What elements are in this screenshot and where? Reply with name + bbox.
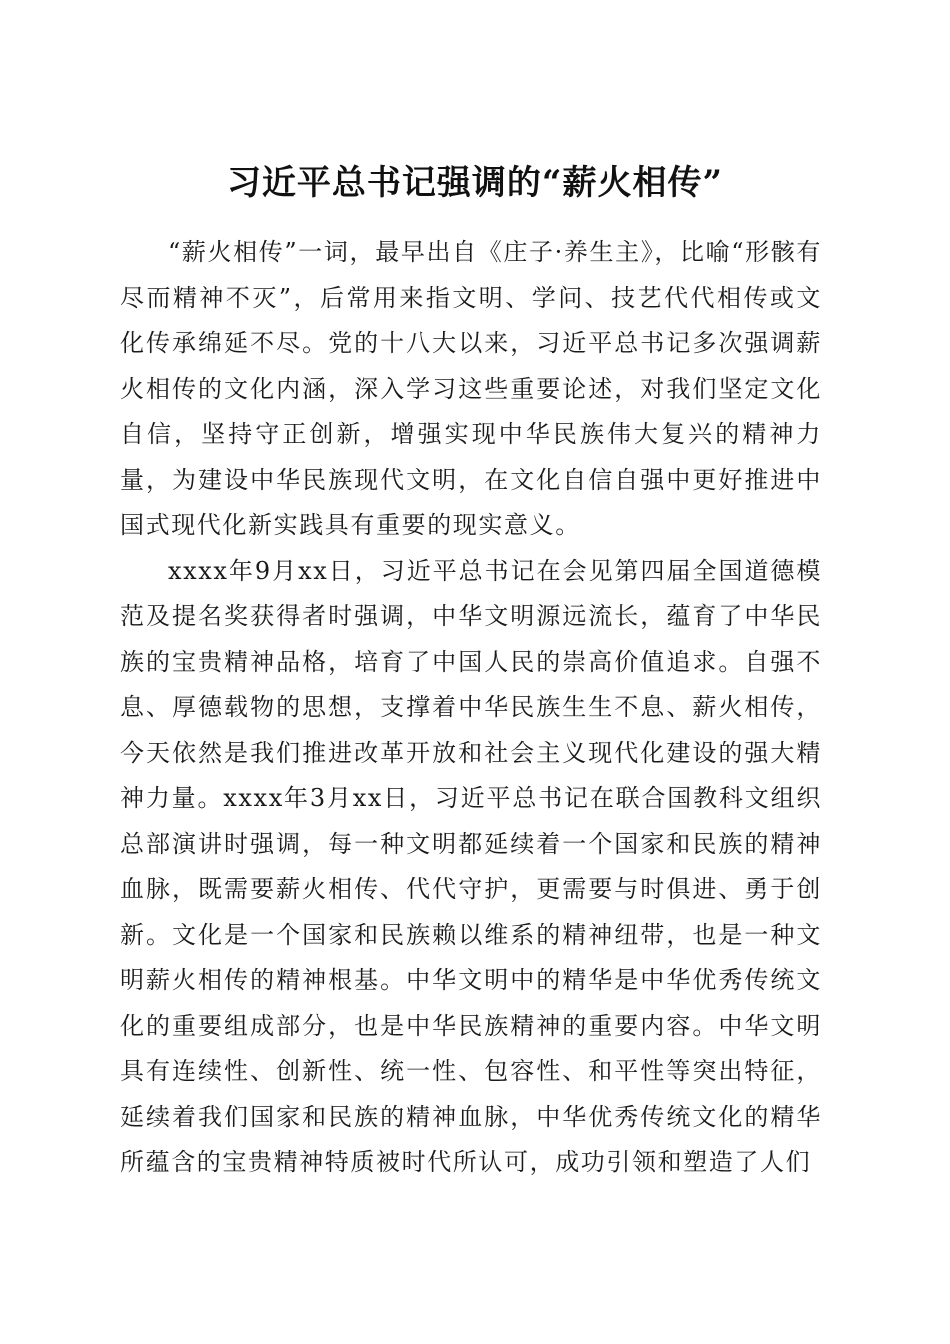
document-body (120, 230, 822, 1186)
page-title: 习近平总书记强调的“薪火相传” (226, 162, 724, 203)
paragraph-1: “薪火相传”一词，最早出自《庄子·养生主》，比喻“形骸有尽而精神不灭”，后常用来指文明、学问、技艺代代相传或文化传承绵延不尽。党的十八大以来，习近平总书记多次强调薪火相传的文化内涵，深入学习这些重要论述，对我们坚定文化自信，坚持守正创新，增强实现中华民族伟大复兴的精神力量，为建设中华民族现代文明，在文化自信自强中更好推进中国式现代化新实践具有重要的现实意义。 (120, 238, 822, 539)
paragraph-2: xxxx年9月xx日，习近平总书记在会见第四届全国道德模范及提名奖获得者时强调，中华文明源远流长，蕴育了中华民族的宝贵精神品格，培育了中国人民的崇高价值追求。自强不息、厚德载物的思想，支撑着中华民族生生不息、薪火相传，今天依然是我们推进改革开放和社会主义现代化建设的强大精神力量。xxxx年3月xx日，习近平总书记在联合国教科文组织总部演讲时强调，每一种文明都延续着一个国家和民族的精神血脉，既需要薪火相传、代代守护，更需要与时俱进、勇于创新。文化是一个国家和民族赖以维系的精神纽带，也是一种文明薪火相传的精神根基。中华文明中的精华是中华优秀传统文化的重要组成部分，也是中华民族精神的重要内容。中华文明具有连续性、创新性、统一性、包容性、和平性等突出特征，延续着我们国家和民族的精神血脉，中华优秀传统文化的精华所蕴含的宝贵精神特质被时代所认可，成功引领和塑造了人们 (120, 556, 822, 1176)
